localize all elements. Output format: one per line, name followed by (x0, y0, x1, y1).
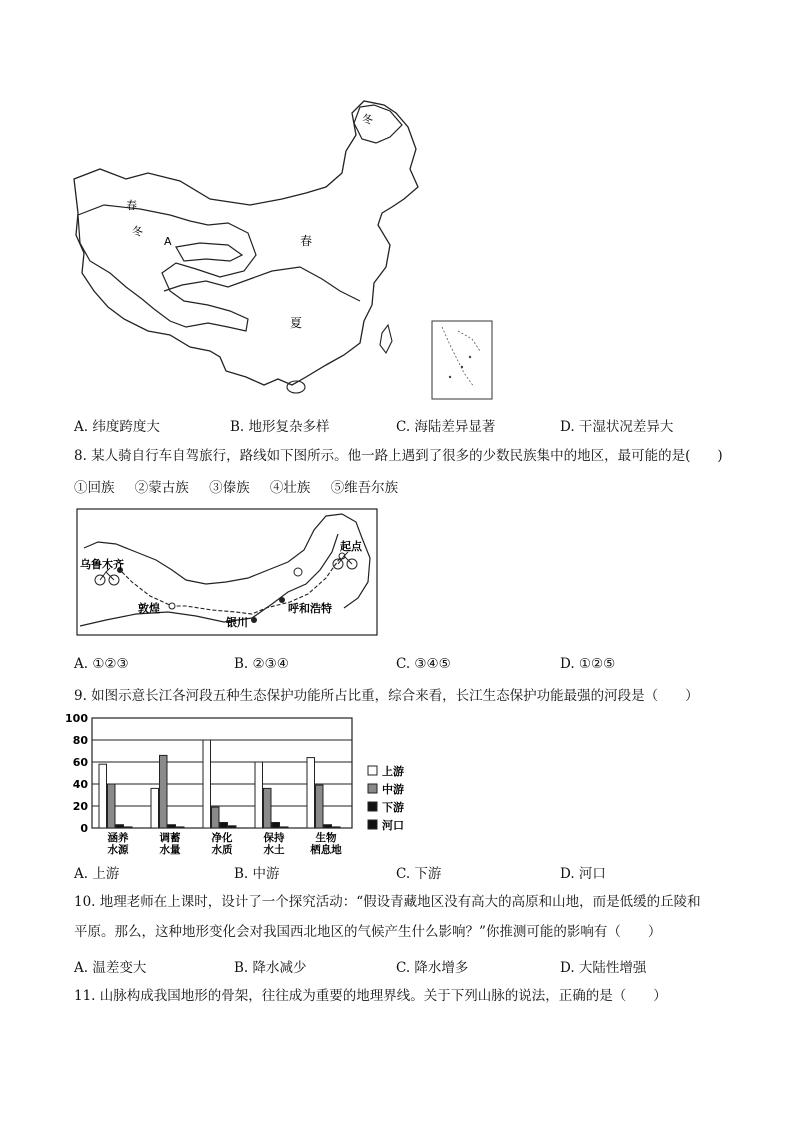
x-tick-label: 净化 (211, 832, 233, 844)
q9-stem: 9. 如图示意长江各河段五种生态保护功能所占比重，综合来看，长江生态保护功能最强的河段是（ ） (74, 688, 699, 704)
label-winter-ne: 冬 (362, 113, 373, 126)
q8-choice-4: ④壮族 (269, 480, 311, 496)
q8-choice-5: ⑤维吾尔族 (330, 480, 399, 496)
bar-中游-1 (160, 755, 168, 828)
label-yinchuan: 银川 (226, 616, 248, 629)
q8-option-a[interactable]: A. ①②③ (74, 656, 129, 672)
y-tick-label: 20 (72, 800, 88, 813)
legend-label: 中游 (382, 783, 404, 796)
bar-上游-4 (307, 758, 315, 828)
bar-下游-3 (272, 823, 280, 829)
q8-option-d[interactable]: D. ①②⑤ (560, 656, 616, 672)
label-spring-west: 春 (126, 199, 137, 212)
q7-option-a[interactable]: A. 纬度跨度大 (74, 419, 160, 435)
bar-中游-2 (212, 807, 220, 828)
legend-label: 河口 (382, 819, 404, 832)
q10-stem-line2: 平原。那么，这种地形变化会对我国西北地区的气候产生什么影响？”你推测可能的影响有（ ） (74, 924, 662, 940)
legend-swatch-河口 (368, 820, 377, 829)
city-dot-dunhuang (169, 603, 175, 609)
y-tick-label: 100 (65, 712, 88, 725)
x-tick-label: 保持 (263, 832, 285, 844)
q8-choice-3: ③傣族 (209, 480, 250, 496)
q7-option-d[interactable]: D. 干湿状况差异大 (560, 419, 674, 435)
x-tick-label: 调蓄 (159, 832, 181, 844)
label-winter-plateau: 冬 (132, 225, 143, 238)
summer-zone-boundary (164, 267, 360, 301)
bicycle-icon-east (333, 552, 357, 569)
bar-下游-4 (324, 825, 332, 828)
q8-option-b[interactable]: B. ②③④ (234, 656, 289, 672)
x-tick-label: 水土 (263, 844, 285, 856)
y-tick-label: 60 (72, 756, 88, 769)
china-season-map (60, 95, 500, 405)
q8-choice-1: ①回族 (74, 480, 115, 496)
q10-option-c[interactable]: C. 降水增多 (396, 960, 469, 976)
bar-河口-2 (229, 826, 237, 828)
q10-stem-line1: 10. 地理老师在上课时，设计了一个探究活动：“假设青藏地区没有高大的高原和山地，而是低缓的丘陵和 (74, 894, 701, 910)
label-summer-south: 夏 (290, 316, 303, 330)
bar-上游-3 (255, 762, 263, 828)
legend-label: 上游 (382, 765, 404, 778)
bar-河口-3 (281, 827, 289, 828)
label-dunhuang: 敦煌 (138, 602, 160, 615)
bar-上游-0 (99, 764, 107, 828)
q10-option-b[interactable]: B. 降水减少 (234, 960, 307, 976)
bar-河口-0 (125, 827, 133, 828)
y-tick-label: 80 (72, 734, 88, 747)
y-tick-label: 40 (72, 778, 88, 791)
label-urumqi: 乌鲁木齐 (80, 558, 124, 571)
x-tick-label: 水源 (107, 844, 129, 856)
label-point-a: A (164, 235, 172, 248)
q7-option-b[interactable]: B. 地形复杂多样 (230, 419, 330, 435)
q8-choices (74, 478, 398, 498)
q8-choice-2: ②蒙古族 (134, 480, 189, 496)
q10-option-d[interactable]: D. 大陆性增强 (560, 960, 647, 976)
south-china-sea-inset (432, 321, 492, 399)
y-tick-label: 0 (80, 822, 88, 835)
bar-上游-2 (203, 740, 211, 828)
bar-中游-0 (108, 784, 116, 828)
bar-河口-1 (177, 827, 185, 828)
legend-swatch-下游 (368, 802, 377, 811)
q9-option-d[interactable]: D. 河口 (560, 866, 606, 882)
q7-option-c[interactable]: C. 海陆差异显著 (396, 419, 496, 435)
bar-中游-4 (316, 785, 324, 828)
bar-下游-2 (220, 823, 228, 829)
plateau-winter-zone (78, 205, 256, 331)
city-dot-yinchuan (251, 617, 257, 623)
label-hohhot: 呼和浩特 (288, 602, 332, 615)
city-dot-hohhot (279, 597, 285, 603)
q11-stem: 11. 山脉构成我国地形的骨架，往往成为重要的地理界线。关于下列山脉的说法，正确的是（ ） (74, 988, 667, 1004)
legend-label: 下游 (382, 801, 404, 814)
q8-option-c[interactable]: C. ③④⑤ (396, 656, 451, 672)
q9-option-c[interactable]: C. 下游 (396, 866, 442, 882)
bar-下游-1 (168, 825, 176, 828)
q8-stem: 8. 某人骑自行车自驾旅行，路线如下图所示。他一路上遇到了很多的少数民族集中的地区，最可能的是( ) (74, 448, 723, 464)
q9-option-b[interactable]: B. 中游 (234, 866, 280, 882)
legend-swatch-中游 (368, 784, 377, 793)
china-outline (74, 101, 418, 385)
bar-上游-1 (151, 788, 159, 828)
label-start: 起点 (340, 540, 362, 553)
legend-swatch-上游 (368, 766, 377, 775)
cycling-route-map (76, 508, 378, 636)
bar-下游-0 (116, 825, 124, 828)
spring-zone-inner (176, 243, 242, 261)
yangtze-protection-bar-chart (60, 710, 440, 860)
taiwan-island (380, 325, 392, 353)
x-tick-label: 生物 (315, 832, 337, 844)
x-tick-label: 涵养 (107, 832, 129, 844)
q10-option-a[interactable]: A. 温差变大 (74, 960, 147, 976)
label-spring-central: 春 (300, 234, 313, 248)
bar-河口-4 (333, 827, 341, 828)
national-border (84, 514, 370, 608)
x-tick-label: 水量 (159, 844, 181, 856)
x-tick-label: 栖息地 (310, 844, 342, 856)
bar-中游-3 (264, 788, 272, 828)
q9-option-a[interactable]: A. 上游 (74, 866, 120, 882)
x-tick-label: 水质 (211, 844, 233, 856)
